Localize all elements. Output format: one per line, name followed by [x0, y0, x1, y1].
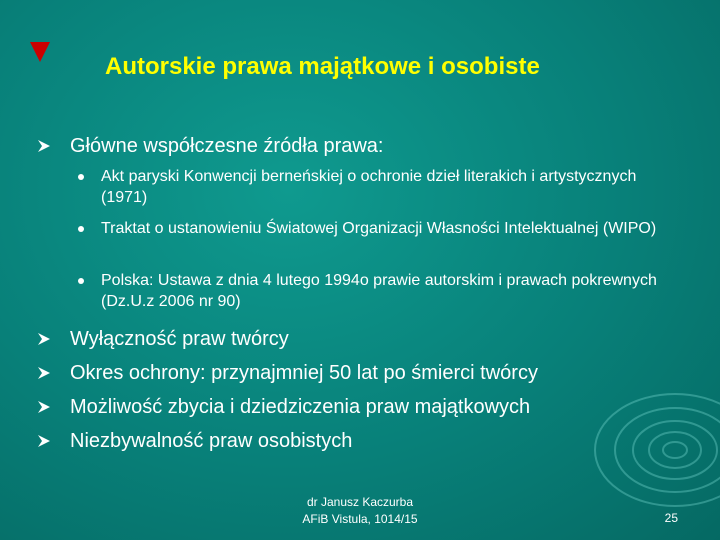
arrow-bullet-icon: [38, 401, 50, 413]
main-point-text: Główne współczesne źródła prawa:: [70, 135, 384, 157]
slide-title: Autorskie prawa majątkowe i osobiste: [105, 53, 540, 80]
bullet-dot-icon: [78, 278, 84, 284]
page-number: 25: [664, 511, 678, 525]
bullet-dot-icon: [78, 174, 84, 180]
sub-point-text: Traktat o ustanowieniu Światowej Organizacji Własności Intelektualnej (WIPO): [101, 220, 657, 237]
arrow-bullet-icon: [38, 333, 50, 345]
main-point-text: Okres ochrony: przynajmniej 50 lat po śmierci twórcy: [70, 362, 538, 384]
bullet-dot-icon: [78, 226, 84, 232]
main-point-text: Niezbywalność praw osobistych: [70, 430, 353, 452]
footer-author: [270, 494, 450, 528]
main-point-text: Możliwość zbycia i dziedziczenia praw majątkowych: [70, 396, 531, 418]
sub-point-text: Polska: Ustawa z dnia 4 lutego 1994o prawie autorskim i prawach pokrewnych (Dz.U.z 2006 nr 90): [101, 272, 657, 310]
triangle-down-icon: [30, 42, 50, 62]
footer-author-name: dr Janusz Kaczurba: [306, 495, 414, 509]
footer-institution: AFiB Vistula, 1014/15: [302, 512, 418, 526]
swirl-decoration: [555, 355, 720, 520]
arrow-bullet-icon: [38, 140, 50, 152]
arrow-bullet-icon: [38, 435, 50, 447]
sub-point-text: Akt paryski Konwencji berneńskiej o ochronie dzieł literakich i artystycznych (1971): [101, 168, 637, 206]
arrow-bullet-icon: [38, 367, 50, 379]
main-point-text: Wyłączność praw twórcy: [70, 328, 289, 350]
